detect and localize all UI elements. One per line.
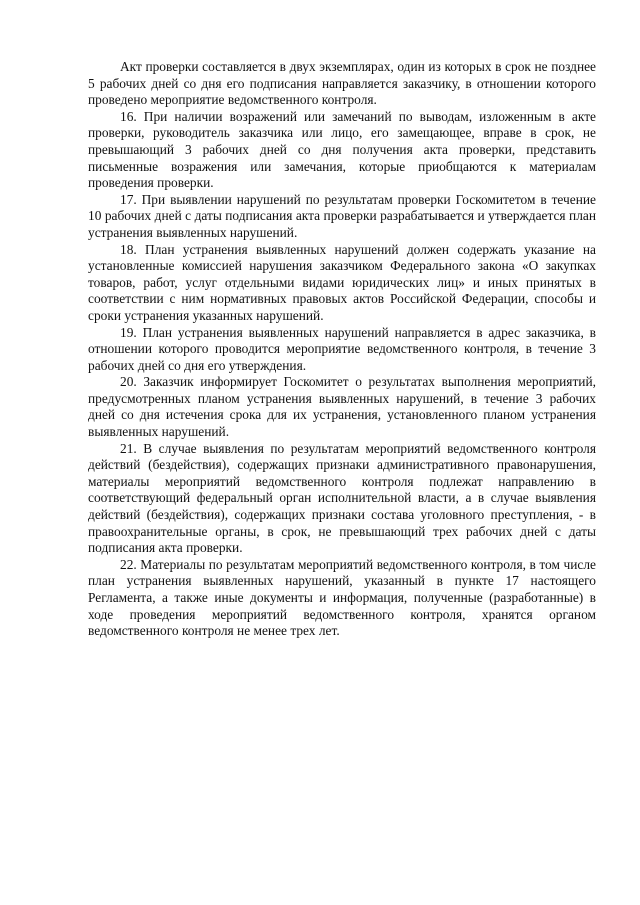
paragraph-act-copies: Акт проверки составляется в двух экземплярах, один из которых в срок не позднее 5 рабочих дней со дня его подписания направляется заказчику, в отношении которого проведено мероприятие ведомственного контроля. — [88, 59, 596, 108]
paragraph-22-materials-storage: 22. Материалы по результатам мероприятий ведомственного контроля, в том числе план устранения выявленных нарушений, указанный в пункте 17 настоящего Регламента, а также иные документы и информация, полученные (разработанные) в ходе проведения мероприятий ведомственного контроля, хранятся органом ведомственного контроля не менее трех лет. — [88, 556, 596, 639]
paragraph-18-plan-content: 18. План устранения выявленных нарушений должен содержать указание на установленные комиссией нарушения заказчиком Федерального закона «О закупках товаров, работ, услуг отдельными видами юридических лиц» и иных принятых в соответствии с ним нормативных правовых актов Российской Федерации, способы и сроки устранения указанных нарушений. — [88, 241, 596, 323]
paragraph-21-referral: 21. В случае выявления по результатам мероприятий ведомственного контроля действий (бездействия), содержащих признаки административного правонарушения, материалы мероприятий ведомственного контроля подлежат направлению в соответствующий федеральный орган исполнительной власти, а в случае выявления действий (бездействия), содержащих признаки состава уголовного преступления, - в правоохранительные органы, в срок, не превышающий трех рабочих дней с даты подписания акта проверки. — [88, 440, 596, 556]
paragraph-16-objections: 16. При наличии возражений или замечаний по выводам, изложенным в акте проверки, руководитель заказчика или лицо, его замещающее, вправе в срок, не превышающий 3 рабочих дней со дня получения акта проверки, представить письменные возражения или замечания, которые приобщаются к материалам проведения проверки. — [88, 108, 596, 191]
document-page — [88, 59, 596, 640]
paragraph-20-customer-report: 20. Заказчик информирует Госкомитет о результатах выполнения мероприятий, предусмотренных планом устранения выявленных нарушений, в течение 3 рабочих дней со дня истечения срока для их устранения, установленного планом устранения выявленных нарушений. — [88, 374, 596, 440]
paragraph-17-violations-plan: 17. При выявлении нарушений по результатам проверки Госкомитетом в течение 10 рабочих дней с даты подписания акта проверки разрабатывается и утверждается план устранения выявленных нарушений. — [88, 191, 596, 240]
paragraph-19-plan-delivery: 19. План устранения выявленных нарушений направляется в адрес заказчика, в отношении которого проводится мероприятие ведомственного контроля, в течение 3 рабочих дней со дня его утверждения. — [88, 324, 596, 373]
